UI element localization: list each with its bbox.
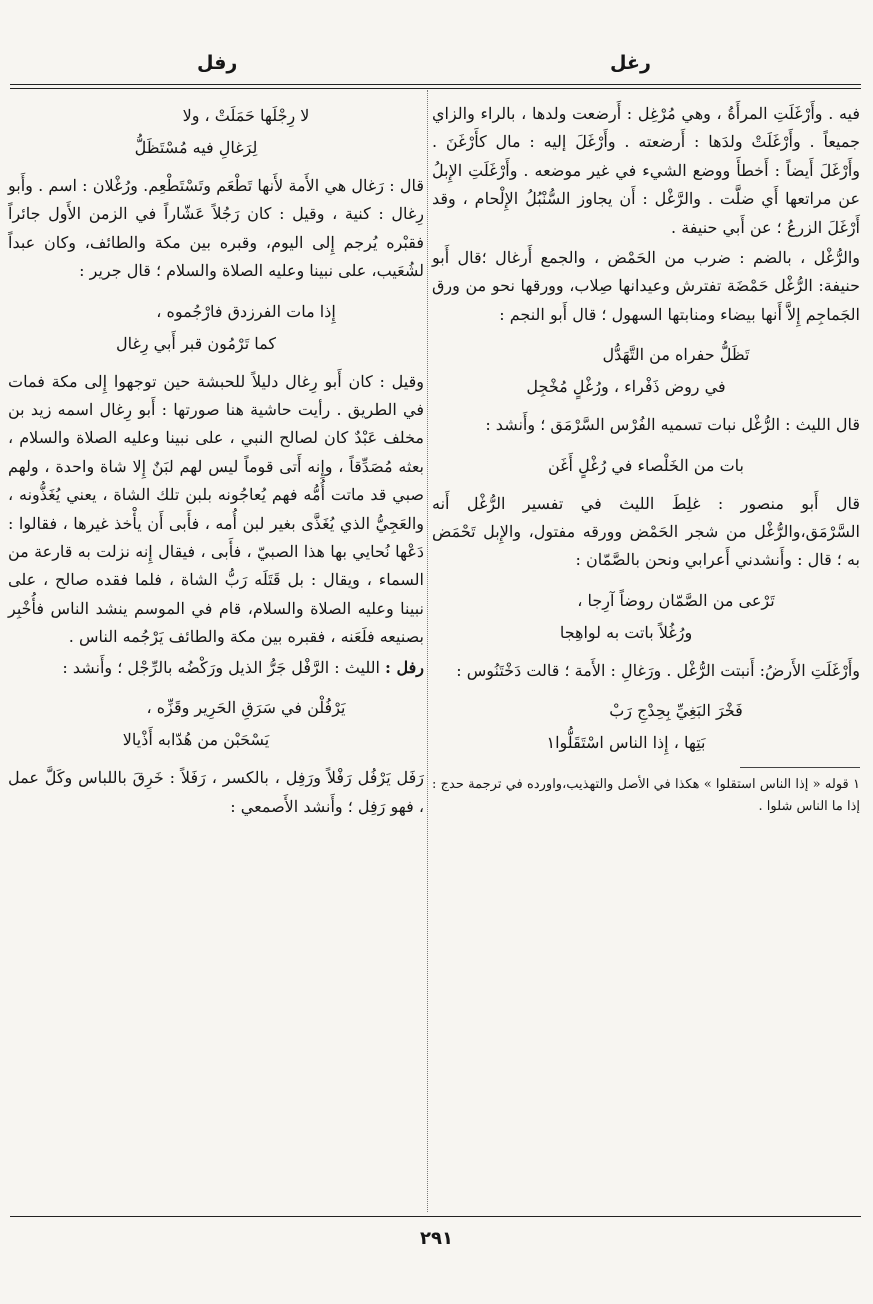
verse <box>8 100 424 164</box>
verse-line: إِذا مات الفرزدق فارْجُموه ، <box>156 301 336 321</box>
paragraph: قال أَبو منصور : غلِطَ الليث في تفسير الرُّغْل أَنه السَّرْمَق،والرُّغْل من شجر الحَمْض وورقه مفتول، والإِبل تَحْمَض به ؛ قال : وأَنشدني أَعرابي ونحن بالصَّمّان : <box>432 493 860 570</box>
footnote: ١ قوله « إذا الناس استقلوا » هكذا في الأصل والتهذيب،واورده في ترجمة حدج : إذا ما الناس شلوا . <box>432 777 860 815</box>
entry-paragraph <box>8 654 424 682</box>
verse <box>432 585 860 649</box>
verse-line: تَظَلُّ حفراه من التَّهَدُّل <box>602 345 750 365</box>
paragraph: قال الليث : الرُّغْل نبات تسميه الفُرْس السَّرْمَق ؛ وأَنشد : <box>485 415 860 435</box>
verse-line: يَرْفُلْن في سَرَقِ الحَرِير وقَزِّه ، <box>146 698 346 718</box>
paragraph: قال : رَغال هي الأَمة لأَنها تَطْعَم وتَسْتَطْعِم. ورُغْلان : اسم . وأَبو رِغال : كنية ، وقيل : كان رَجُلاً عَشّاراً في الزمن الأَول جائراً فقبْره يُرجم إِلى اليوم، وقبره بين مكة والطائف، وكان عبداً لشُعَيب، على نبينا وعليه الصلاة والسلام ؛ قال جرير : <box>8 176 424 281</box>
page-header-right: رغل <box>610 52 651 74</box>
verse-line: بات من الخَلْصاء في رُغْلٍ أَغَن <box>548 455 744 475</box>
paragraph: رَفَل يَرْفُل رَفْلاً ورَفِل ، بالكسر ، رَفَلاً : خَرِقَ باللباس وكَلَّ عمل ، فهو رَفِل ؛ وأَنشد الأَصمعي : <box>8 768 424 816</box>
verse <box>432 450 860 482</box>
column-divider <box>427 90 428 1212</box>
entry-text: الليث : الرَّفْل جَرُّ الذيل ورَكْضُه بالرِّجْل ؛ وأَنشد : <box>62 657 380 677</box>
paragraph: وقيل : كان أَبو رِغال دليلاً للحبشة حين توجهوا إِلى مكة فمات في الطريق . رأيت حاشية هنا صورتها : أَبو رِغال اسمه زيد بن مخلف عَبْدٌ كان لصالح النبي ، على نبينا وعليه الصلاة والسلام ، بعثه مُصَدِّقاً ، وإِنه أَتى قوماً ليس لهم لبَنٌ إِلا شاة واحدة ، ولهم صبي قد ماتت أُمُّه فهم يُعاجُونه بلبن تلك الشاة ، يعني يُغَذُّونه ، والعَجِيُّ الذي يُغَذَّى بغير لبن أُمه ، فأَبى أَن يأْخذ غيرها ، فقالوا : دَعْها نُحايي بها هذا الصبيّ ، فأَبى ، فيقال إِنه نزلت به قارعة من السماء ، ويقال : بل قَتَلَه رَبُّ الشاة ، فلما فقده صالح ، على نبينا وعليه الصلاة والسلام، قام في الموسم ينشد الناس فأُخْبِر بصنيعه فلَعَنه ، فقبره بين مكة والطائف يَرْجُمه الناس . <box>8 371 424 647</box>
paragraph: فيه . وأَرْغَلَتِ المرأَةُ ، وهي مُرْغِل : أَرضعت ولدها ، بالراء والزاي جميعاً . وأَرْغَلَتْ ولدَها : أَرضعته . وأَرْغَلَ إليه : مال كأَرْغَنَ . وأَرْغَلَ أَيضاً : أَخطأَ ووضع الشيء في غير موضعه . وأَرْغَلَتِ الإِبلُ عن مراتعها أَي ضلَّت . والرَّغْل : أَن يجاوز السُّنْبُلُ الإِلْحام ، وقد أَرْغَلَ الزرعُ ؛ عن أَبي حنيفة . <box>432 104 860 237</box>
verse-line: لا رِجْلَها حَمَلَتْ ، ولا <box>182 106 310 125</box>
footer-rule <box>10 1216 861 1217</box>
paragraph: وأَرْغَلَتِ الأَرضُ: أَنبتت الرُّغْل . ورَغالِ : الأَمة ؛ قالت دَخْتَنُوس : <box>456 660 860 680</box>
verse <box>432 339 860 403</box>
verse-line: ورُغُلاً باتت به لواهِجا <box>559 622 693 642</box>
paragraph: والرُّغْل ، بالضم : ضرب من الحَمْض ، والجمع أَرغال ؛قال أَبو حنيفة: الرُّغْل حَمْضَة تفترش وعيدانها صِلاب، وورقها نحو من ورق الجَماجِم إِلاَّ أَنها بيضاء ومنابتها السهول ؛ قال أَبو النجم : <box>432 248 860 324</box>
footnote-rule <box>740 767 860 768</box>
verse <box>8 692 424 756</box>
header-rule-inner <box>10 88 861 89</box>
verse <box>8 296 424 360</box>
verse-line: يَسْحَبْن من هُدّابه أَذْيالا <box>122 730 270 750</box>
verse-line: بَتِها ، إِذا الناس اسْتَقَلُّوا١ <box>546 733 706 753</box>
entry-headword: رفل : <box>385 657 424 677</box>
verse-line: كما تَرْمُون قبر أَبي رِغال <box>115 333 277 353</box>
right-column <box>432 100 860 820</box>
verse-line: لِرَغالِ فيه مُسْتَظَلُّ <box>134 138 258 157</box>
verse-line: في روض ذَفْراء ، ورُغْلٍ مُخْجِل <box>526 377 726 397</box>
header-rule <box>10 84 861 85</box>
verse-line: فَخْرَ البَغِيِّ بِحِدْجِ رَبْ <box>609 701 743 721</box>
left-column <box>8 100 424 823</box>
page-number: ٢٩١ <box>420 1228 453 1249</box>
page-header-left: رفل <box>197 52 238 74</box>
verse <box>432 695 860 759</box>
verse-line: تَرْعى من الصَّمّان روضاً آرِجا ، <box>577 590 775 610</box>
